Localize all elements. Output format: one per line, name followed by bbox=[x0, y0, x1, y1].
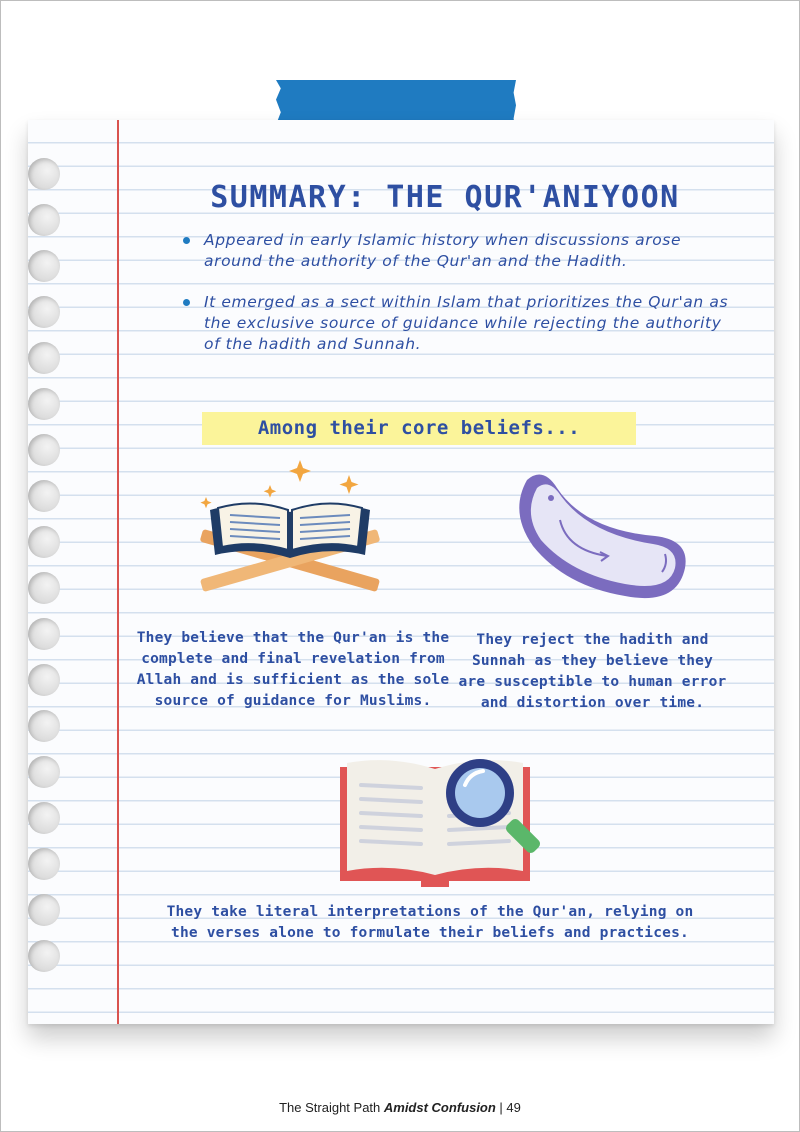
binder-holes bbox=[28, 120, 88, 1024]
page-number: 49 bbox=[506, 1100, 521, 1115]
summary-bullets bbox=[180, 230, 740, 375]
binder-hole bbox=[28, 158, 60, 190]
summary-bullet bbox=[180, 230, 740, 272]
bullet-dot-icon bbox=[183, 237, 190, 244]
book-title-italic: Amidst Confusion bbox=[383, 1100, 496, 1115]
open-book bbox=[210, 503, 370, 558]
binder-hole bbox=[28, 756, 60, 788]
binder-hole bbox=[28, 296, 60, 328]
sparkle-icon bbox=[340, 475, 359, 494]
binder-hole bbox=[28, 204, 60, 236]
binder-hole bbox=[28, 710, 60, 742]
binder-hole bbox=[28, 342, 60, 374]
binder-hole bbox=[28, 434, 60, 466]
binder-hole bbox=[28, 848, 60, 880]
binder-hole bbox=[28, 618, 60, 650]
core-beliefs-heading: Among their core beliefs... bbox=[202, 412, 636, 445]
bullet-text: Appeared in early Islamic history when discussions arose around the authority of the Qur'an and the Hadith. bbox=[204, 231, 682, 270]
binder-hole bbox=[28, 388, 60, 420]
binder-hole bbox=[28, 940, 60, 972]
binder-hole bbox=[28, 480, 60, 512]
page-footer bbox=[0, 1100, 800, 1115]
binder-hole bbox=[28, 664, 60, 696]
rejection-shape-icon bbox=[505, 468, 695, 608]
belief-caption: They take literal interpretations of the Qur'an, relying on the verses alone to formulate their beliefs and practices. bbox=[166, 904, 694, 941]
book-title: The Straight Path bbox=[279, 1100, 384, 1115]
bullet-text: It emerged as a sect within Islam that prioritizes the Qur'an as the exclusive source of guidance while rejecting the authority of the hadith and Sunnah. bbox=[204, 293, 729, 353]
binder-hole bbox=[28, 572, 60, 604]
footer-separator: | bbox=[495, 1100, 507, 1115]
quran-on-stand-icon bbox=[190, 450, 390, 595]
belief-caption: They believe that the Qur'an is the complete and final revelation from Allah and is sufficient as the sole source of guidance for Muslims. bbox=[136, 630, 450, 709]
binder-hole bbox=[28, 250, 60, 282]
belief-caption: They reject the hadith and Sunnah as they believe they are susceptible to human error and distortion over time. bbox=[458, 632, 727, 711]
summary-bullet bbox=[180, 292, 740, 355]
book-magnifier-icon bbox=[335, 755, 550, 895]
binder-hole bbox=[28, 526, 60, 558]
margin-line bbox=[117, 120, 119, 1024]
binder-hole bbox=[28, 894, 60, 926]
binder-hole bbox=[28, 802, 60, 834]
page-title: SUMMARY: THE QUR'ANIYOON bbox=[210, 180, 680, 215]
sparkle-icon bbox=[289, 460, 311, 482]
sparkle-icon bbox=[264, 485, 277, 498]
bullet-dot-icon bbox=[183, 299, 190, 306]
sparkle-icon bbox=[200, 497, 211, 508]
